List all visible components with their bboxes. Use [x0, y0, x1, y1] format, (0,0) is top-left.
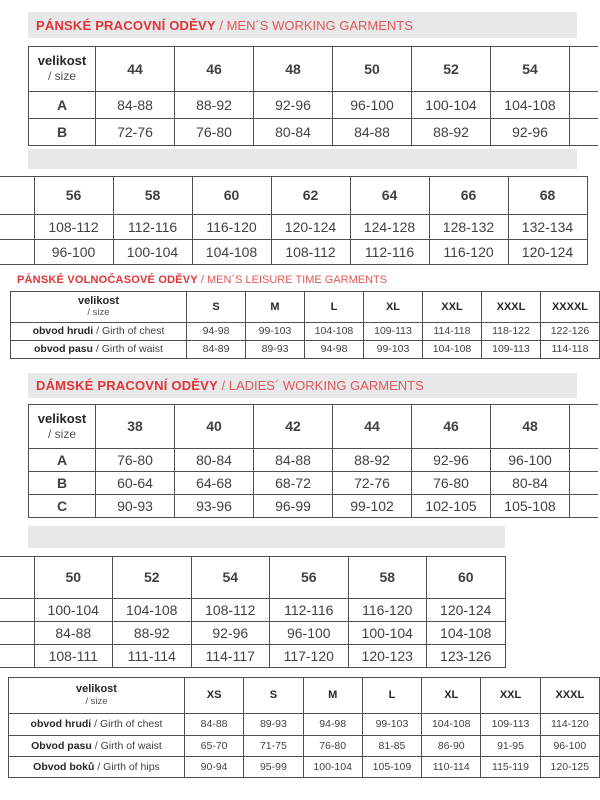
- value-cell: 112-116: [350, 240, 429, 265]
- value-cell: 72-76: [333, 472, 412, 495]
- row-label-cell: A: [29, 449, 96, 472]
- value-cell: 109-113: [364, 323, 423, 341]
- ladies-working-table-part2: [0, 556, 506, 668]
- value-cell: 90-93: [96, 495, 175, 518]
- size-header-cell: XXXXL: [541, 292, 600, 323]
- value-cell: 76-80: [96, 449, 175, 472]
- value-cell: 104-108: [305, 323, 364, 341]
- size-header-cell: 62: [271, 177, 350, 215]
- table-corner-cell: velikost / size: [29, 405, 96, 449]
- value-cell: 108-112: [271, 240, 350, 265]
- value-cell: 80-84: [491, 472, 570, 495]
- clipped-cell: [570, 495, 598, 518]
- size-header-cell: XS: [184, 678, 243, 714]
- row-label-cell: obvod hrudi / Girth of chest: [9, 714, 185, 736]
- value-cell: 88-92: [175, 92, 254, 119]
- value-cell: 89-93: [244, 714, 303, 736]
- size-header-cell: S: [187, 292, 246, 323]
- value-cell: 120-123: [348, 645, 427, 668]
- mens-working-title-bar: [28, 12, 577, 38]
- value-cell: 115-119: [481, 757, 540, 778]
- value-cell: 117-120: [270, 645, 349, 668]
- value-cell: 92-96: [191, 622, 270, 645]
- value-cell: 120-125: [540, 757, 599, 778]
- value-cell: 100-104: [113, 240, 192, 265]
- size-header-cell: XXXL: [482, 292, 541, 323]
- clipped-cell: [570, 449, 598, 472]
- value-cell: 108-111: [34, 645, 113, 668]
- size-header-cell: 56: [34, 177, 113, 215]
- size-header-cell: 66: [429, 177, 508, 215]
- size-header-cell: 42: [254, 405, 333, 449]
- size-header-cell: 54: [191, 557, 270, 599]
- value-cell: 132-134: [508, 215, 587, 240]
- value-cell: 72-76: [96, 119, 175, 146]
- separator-bar: [28, 526, 505, 548]
- size-header-cell: 58: [113, 177, 192, 215]
- value-cell: 96-100: [540, 736, 599, 757]
- size-header-cell: XL: [422, 678, 481, 714]
- clipped-cell: [570, 472, 598, 495]
- value-cell: 118-122: [482, 323, 541, 341]
- row-label-cell: Obvod boků / Girth of hips: [9, 757, 185, 778]
- value-cell: 114-118: [541, 341, 600, 359]
- value-cell: 109-113: [481, 714, 540, 736]
- size-header-cell: 60: [427, 557, 506, 599]
- size-header-cell: XXL: [481, 678, 540, 714]
- section-title-czech: DÁMSKÉ PRACOVNÍ ODĚVY: [36, 378, 218, 393]
- clipped-cell: [0, 557, 34, 599]
- value-cell: 116-120: [348, 599, 427, 622]
- clipped-cell: [0, 645, 34, 668]
- separator-bar: [28, 149, 577, 169]
- value-cell: 104-108: [192, 240, 271, 265]
- value-cell: 105-108: [491, 495, 570, 518]
- value-cell: 94-98: [303, 714, 362, 736]
- value-cell: 108-112: [34, 215, 113, 240]
- value-cell: 65-70: [184, 736, 243, 757]
- size-header-cell: 58: [348, 557, 427, 599]
- table-corner-cell: velikost / size: [9, 678, 185, 714]
- size-header-cell: 52: [113, 557, 192, 599]
- value-cell: 96-100: [333, 92, 412, 119]
- value-cell: 102-105: [412, 495, 491, 518]
- value-cell: 105-109: [362, 757, 421, 778]
- clipped-cell: [0, 240, 34, 265]
- value-cell: 123-126: [427, 645, 506, 668]
- mens-working-table-part2: [0, 176, 588, 265]
- value-cell: 84-88: [333, 119, 412, 146]
- clipped-cell: [0, 177, 34, 215]
- value-cell: 104-108: [423, 341, 482, 359]
- row-label-cell: obvod hrudi / Girth of chest: [11, 323, 187, 341]
- value-cell: 100-104: [34, 599, 113, 622]
- value-cell: 100-104: [348, 622, 427, 645]
- mens-leisure-table: [10, 291, 600, 359]
- size-header-cell: 64: [350, 177, 429, 215]
- ladies-working-table-part1: [28, 404, 598, 518]
- value-cell: 100-104: [303, 757, 362, 778]
- value-cell: 104-108: [422, 714, 481, 736]
- value-cell: 84-88: [184, 714, 243, 736]
- size-header-cell: 48: [254, 47, 333, 92]
- size-header-cell: L: [305, 292, 364, 323]
- value-cell: 104-108: [427, 622, 506, 645]
- value-cell: 80-84: [254, 119, 333, 146]
- value-cell: 96-100: [491, 449, 570, 472]
- section-title-czech: PÁNSKÉ PRACOVNÍ ODĚVY: [36, 17, 216, 33]
- size-header-cell: 40: [175, 405, 254, 449]
- value-cell: 92-96: [254, 92, 333, 119]
- ladies-letter-size-table: [8, 677, 600, 778]
- row-label-cell: obvod pasu / Girth of waist: [11, 341, 187, 359]
- size-header-cell: 48: [491, 405, 570, 449]
- value-cell: 89-93: [246, 341, 305, 359]
- section-title-english: / LADIES´ WORKING GARMENTS: [217, 378, 424, 393]
- size-header-cell: M: [246, 292, 305, 323]
- value-cell: 99-103: [362, 714, 421, 736]
- value-cell: 124-128: [350, 215, 429, 240]
- size-header-cell: 50: [34, 557, 113, 599]
- value-cell: 94-98: [187, 323, 246, 341]
- clipped-cell: [570, 119, 598, 146]
- row-label-cell: Obvod pasu / Girth of waist: [9, 736, 185, 757]
- size-header-cell: 50: [333, 47, 412, 92]
- value-cell: 110-114: [422, 757, 481, 778]
- value-cell: 64-68: [175, 472, 254, 495]
- value-cell: 68-72: [254, 472, 333, 495]
- clipped-cell: [0, 599, 34, 622]
- value-cell: 111-114: [113, 645, 192, 668]
- value-cell: 99-103: [246, 323, 305, 341]
- value-cell: 99-103: [364, 341, 423, 359]
- value-cell: 120-124: [508, 240, 587, 265]
- value-cell: 93-96: [175, 495, 254, 518]
- size-header-cell: 56: [270, 557, 349, 599]
- size-header-cell: 46: [175, 47, 254, 92]
- size-header-cell: 44: [96, 47, 175, 92]
- value-cell: 86-90: [422, 736, 481, 757]
- value-cell: 120-124: [271, 215, 350, 240]
- value-cell: 84-88: [96, 92, 175, 119]
- value-cell: 95-99: [244, 757, 303, 778]
- value-cell: 100-104: [412, 92, 491, 119]
- value-cell: 76-80: [412, 472, 491, 495]
- value-cell: 116-120: [429, 240, 508, 265]
- size-header-cell: 68: [508, 177, 587, 215]
- value-cell: 114-117: [191, 645, 270, 668]
- value-cell: 92-96: [491, 119, 570, 146]
- value-cell: 114-118: [423, 323, 482, 341]
- table-corner-cell: velikost / size: [11, 292, 187, 323]
- size-header-cell: 60: [192, 177, 271, 215]
- value-cell: 122-126: [541, 323, 600, 341]
- row-label-cell: C: [29, 495, 96, 518]
- size-header-cell: XL: [364, 292, 423, 323]
- clipped-cell: [0, 622, 34, 645]
- size-header-cell: 54: [491, 47, 570, 92]
- value-cell: 71-75: [244, 736, 303, 757]
- value-cell: 114-120: [540, 714, 599, 736]
- value-cell: 104-108: [113, 599, 192, 622]
- size-header-cell: 44: [333, 405, 412, 449]
- mens-leisure-title: [17, 271, 387, 288]
- value-cell: 88-92: [113, 622, 192, 645]
- value-cell: 108-112: [191, 599, 270, 622]
- size-header-cell: S: [244, 678, 303, 714]
- row-label-cell: B: [29, 472, 96, 495]
- value-cell: 76-80: [303, 736, 362, 757]
- clipped-cell: [0, 215, 34, 240]
- value-cell: 128-132: [429, 215, 508, 240]
- value-cell: 76-80: [175, 119, 254, 146]
- section-title-english: / MEN´S WORKING GARMENTS: [215, 17, 413, 33]
- value-cell: 84-88: [34, 622, 113, 645]
- value-cell: 96-99: [254, 495, 333, 518]
- row-label-cell: A: [29, 92, 96, 119]
- size-header-cell: XXL: [423, 292, 482, 323]
- value-cell: 92-96: [412, 449, 491, 472]
- value-cell: 109-113: [482, 341, 541, 359]
- value-cell: 60-64: [96, 472, 175, 495]
- value-cell: 99-102: [333, 495, 412, 518]
- section-title-czech: PÁNSKÉ VOLNOČASOVÉ ODĚVY: [17, 273, 198, 286]
- value-cell: 120-124: [427, 599, 506, 622]
- value-cell: 112-116: [113, 215, 192, 240]
- value-cell: 88-92: [333, 449, 412, 472]
- clipped-cell: [570, 47, 598, 92]
- value-cell: 94-98: [305, 341, 364, 359]
- value-cell: 84-88: [254, 449, 333, 472]
- size-header-cell: 38: [96, 405, 175, 449]
- value-cell: 112-116: [270, 599, 349, 622]
- value-cell: 104-108: [491, 92, 570, 119]
- row-label-cell: B: [29, 119, 96, 146]
- value-cell: 91-95: [481, 736, 540, 757]
- value-cell: 116-120: [192, 215, 271, 240]
- value-cell: 81-85: [362, 736, 421, 757]
- value-cell: 96-100: [270, 622, 349, 645]
- size-header-cell: M: [303, 678, 362, 714]
- size-header-cell: XXXL: [540, 678, 599, 714]
- value-cell: 88-92: [412, 119, 491, 146]
- size-header-cell: 52: [412, 47, 491, 92]
- value-cell: 80-84: [175, 449, 254, 472]
- size-header-cell: L: [362, 678, 421, 714]
- section-title-english: / MEN´S LEISURE TIME GARMENTS: [197, 273, 388, 286]
- value-cell: 90-94: [184, 757, 243, 778]
- mens-working-table-part1: [28, 46, 598, 146]
- value-cell: 96-100: [34, 240, 113, 265]
- table-corner-cell: velikost / size: [29, 47, 96, 92]
- value-cell: 84-89: [187, 341, 246, 359]
- clipped-cell: [570, 92, 598, 119]
- ladies-working-title-bar: [28, 373, 577, 398]
- clipped-cell: [570, 405, 598, 449]
- size-header-cell: 46: [412, 405, 491, 449]
